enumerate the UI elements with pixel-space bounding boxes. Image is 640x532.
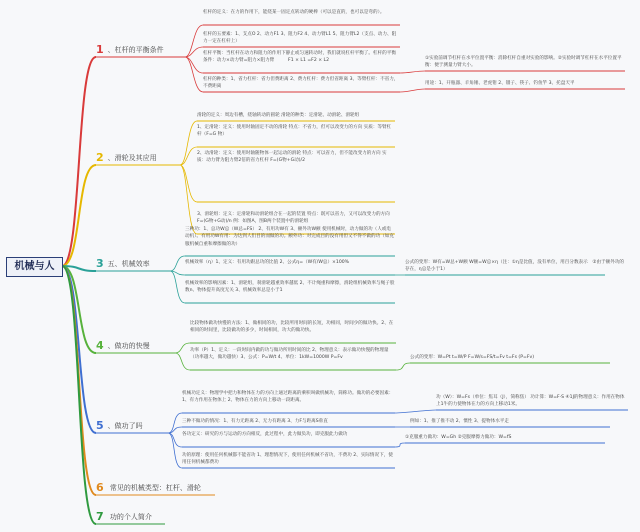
leaf-3-3: 机械效率的影响因素：1、滑轮组，刹滑轮越重效率越低 2、不计绳重和摩擦，滑轮组机械效率与绳子股数n、物体提升高度无关 3、机械效率总是小于1 (185, 281, 395, 294)
leaf-2-3: 2、动滑轮：定义：使用时轴随物体一起运动的滑轮 特点：可以省力，但不能改变力的方向 实质：动力臂为阻力臂2倍的省力杠杆 F=(G物+G动)/2 (197, 151, 387, 164)
leaf-2-1-connector (180, 121, 197, 165)
leaf-5-4-connector (168, 433, 182, 468)
branch-5 (96, 419, 143, 433)
note-1-1-connector (400, 71, 425, 73)
leaf-5-4: 功的原理：使用任何机械都不能省功 1、理想情况下，使用任何机械不省功，不费功 2、实际情况下，使用任何机械都费功 (182, 453, 393, 466)
branch-3-title: 五、机械效率 (107, 260, 150, 268)
note-5-1: 功（W）：W=Fs（单位：焦耳（J），简称焦） 功计算：W=F·S ④1J的物理意义：作用在物体上1牛的力使物体在力的方向上移动1米。 (436, 395, 625, 408)
branch-2 (96, 151, 157, 165)
branch-6-title: 常见的机械类型：杠杆、滑轮 (107, 484, 201, 492)
leaf-2-1: 滑轮的定义：周边有槽，绕轴转动的圆轮 滑轮的种类：定滑轮、动滑轮、滑轮组 (197, 113, 360, 118)
branch-7 (96, 510, 152, 524)
note-5-3: ①克服重力做功：W=Gh ②克服摩擦力做功：W=fS (405, 435, 512, 440)
branch-1-title: 、杠杆的平衡条件 (107, 46, 164, 54)
note-3-1: 公式的变形：W有=W总+W额 W额=W总×η（注：①η是比值，没有单位，用百分数表示 ②由于额外功的存在，η总是小于1） (405, 260, 625, 273)
leaf-5-1: 机械功定义：物理学中把力和物体在力的方向上通过距离的乘积叫做机械功，简称功。做功的必要因素：1、有力作用在物体上 2、物体在力的方向上移动一段距离。 (182, 391, 394, 404)
branch-3-number: 3 (96, 257, 104, 270)
branch-5-title: 、做功了吗 (107, 422, 143, 430)
note-4-1: 公式的变形：W=Pt t=W/P F=W/s=FS/t=Fv t=Fs (P=Fv) (410, 355, 534, 360)
branch-4-number: 4 (96, 339, 104, 352)
branch-7-title: 功的个人简介 (107, 513, 152, 521)
leaf-1-3: 杠杆平衡：当杠杆在动力和阻力的作用下静止或匀速转动时，我们就说杠杆平衡了。杠杆的平衡条件：动力×动力臂=阻力×阻力臂 F1 × L1 =F2 × L2 (203, 51, 396, 64)
branch-7-number: 7 (96, 510, 104, 523)
leaf-3-3-connector (170, 271, 185, 303)
leaf-4-1-connector (175, 343, 190, 353)
leaf-5-2: 三种不做功的情况：1、有力无距离 2、无力有距离 3、力F与距离S垂直 (182, 419, 328, 424)
branch-4 (96, 339, 150, 353)
branch-4-title: 、做功的快慢 (107, 342, 150, 350)
note-5-1-connector (395, 410, 436, 413)
leaf-2-4: 3、滑轮组：定义：定滑轮和动滑轮组合在一起的装置 特点：既可以省力，又可以改变力的方向 F=(G物+G动)/n 例：如图A，图B两个装置中的滑轮组 (197, 212, 390, 225)
note-5-2: 例如：1、推了推不动 2、惯性 3、提物体水平走 (410, 419, 509, 424)
leaf-5-3: 各功定义：研究的方与运动的方向相反，此过程中，此力做负功，即克服此力做功 (182, 432, 348, 437)
leaf-1-2: 杠杆的五要素：1、支点O 2、动力F1 3、阻力F2 4、动力臂L1 5、阻力臂L2（支点、动力、阻力一定在杠杆上） (203, 32, 397, 45)
branch-1-curve (62, 57, 96, 266)
leaf-5-1-connector (168, 413, 182, 433)
branch-1-number: 1 (96, 43, 104, 56)
leaf-4-2-connector (175, 353, 190, 370)
branch-2-curve (62, 165, 96, 266)
leaf-4-1: 比较物体做功快慢的方法：1、做相同的功，比较所用时间的长短，功相同，时间少的做功快。2、在相同的时间里，比较做功的多少，时间相同，功大的做功快。 (190, 321, 394, 334)
leaf-1-1-connector (185, 25, 203, 57)
branch-3 (96, 257, 150, 271)
leaf-2-2-connector (180, 147, 197, 165)
note-1-1: ①实验前调节杠杆在水平位置平衡：消除杠杆自重对实验的影响。②实验时调节杠杆在水平位置平衡：便于测量力臂大小。 (425, 56, 622, 69)
leaf-1-4: 杠杆的种类：1、省力杠杆：省力但费距离 2、费力杠杆：费力但省距离 3、等臂杠杆：不省力，不费距离 (203, 77, 399, 90)
note-5-3-connector (395, 443, 405, 447)
branch-2-title: 、滑轮及其应用 (107, 154, 157, 162)
leaf-3-1: 三种功：1、总功W总（W总=FS） 2、有用功W有 3、额外功W额 使用机械时，动力做的功（人或电动机）。有用功W有用：为达到人们目的而做的功。额外功：对完成目的没有用但又不得不做的功（如克服机械自重和摩擦做的功） (185, 227, 394, 247)
root-node: 机械与人 (6, 257, 63, 277)
leaf-3-2: 机械效率（η）1、定义：有用功跟总功的比值 2、公式η=（W有/W总）×100% (185, 260, 350, 265)
leaf-3-1-connector (170, 256, 185, 271)
note-4-1-connector (396, 363, 410, 370)
leaf-2-4-connector (180, 165, 197, 234)
leaf-4-2: 功率（P）1、定义：一段时间内做的功与做功所用时间的比 2、物理意义：表示做功快慢的物理量（功率越大，做功越快）3、公式：P=W/t 4、单位：1kW=1000W P=Fv (190, 348, 389, 361)
branch-6 (96, 481, 201, 495)
leaf-1-3-connector (185, 57, 203, 73)
branch-5-number: 5 (96, 419, 104, 432)
leaf-2-2: 1、定滑轮：定义：使用时轴固定不动的滑轮 特点：不省力，但可以改变力的方向 实质：等臂杠杆（F=G 物） (197, 125, 392, 138)
leaf-1-4-connector (185, 57, 203, 92)
branch-6-number: 6 (96, 481, 104, 494)
leaf-2-3-connector (180, 165, 197, 202)
branch-1 (96, 43, 164, 57)
note-1-2: 用途：1、开瓶器、羊角锤、老虎钳 2、镊子、筷子、钓鱼竿 3、托盘天平 (425, 81, 575, 86)
branch-2-number: 2 (96, 151, 104, 164)
note-1-2-connector (400, 89, 425, 92)
leaf-5-3-connector (168, 433, 182, 447)
leaf-1-1: 杠杆的定义：在力的作用下，能绕某一固定点转动的硬棒（可以是直的，也可以是弯的）。 (203, 10, 385, 15)
